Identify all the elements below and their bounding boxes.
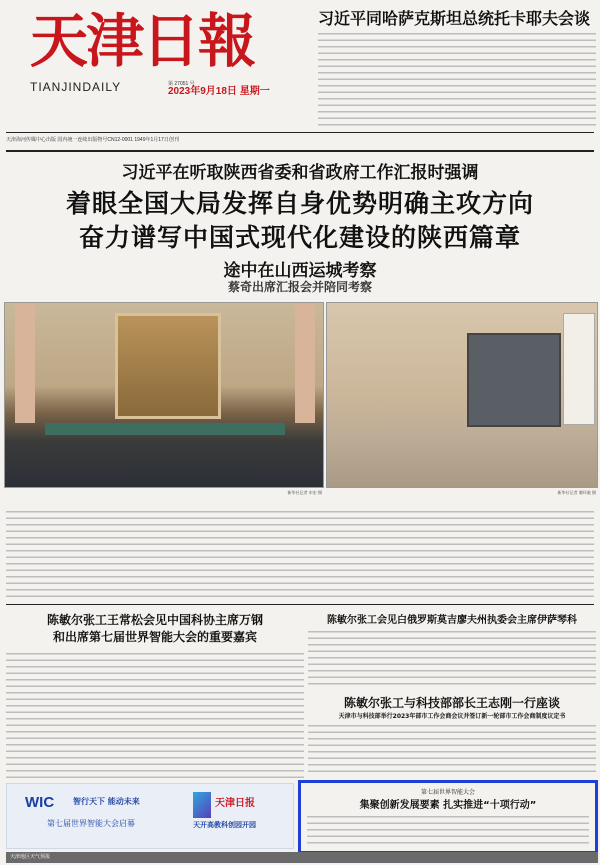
photo-caption-right (326, 490, 596, 504)
ad-wic-logo: WIC (25, 794, 55, 811)
lead-kicker: 习近平在听取陕西省委和省政府工作汇报时强调 (121, 163, 479, 183)
boxed-body (307, 813, 589, 847)
ad-event: 第七届世界智能大会启幕 (47, 819, 135, 828)
left-article-head-2: 和出席第七届世界智能大会的重要嘉宾 (52, 630, 257, 644)
lead-subsub: 蔡奇出席汇报会并陪同考察 (227, 280, 372, 294)
photo-caption-left (6, 490, 322, 504)
photo-credit-left: 新华社记者 申宏 摄 (287, 490, 322, 495)
mid-article-sub: 天津市与科技部举行2023年部市工作会商会议并签订新一轮部市工作会商制度议定书 (338, 713, 566, 720)
boxed-headline: 集聚创新发展要素 扎实推进“十项行动” (359, 800, 537, 811)
photo-meeting (4, 302, 324, 488)
lead-body (6, 508, 594, 602)
ad-brand: 天津日报 (215, 798, 255, 809)
ad-banner (6, 783, 294, 849)
masthead-title: 天津日報 (30, 7, 255, 75)
ad-brand-icon (193, 792, 211, 818)
left-article-body (6, 650, 304, 778)
lead-subhead: 途中在山西运城考察 (223, 261, 377, 281)
masthead-rule (6, 132, 594, 133)
masthead-info (168, 80, 308, 96)
right-article-body (308, 628, 596, 688)
weather-footer: 天津地区天气预报 (6, 852, 598, 863)
photo-museum (326, 302, 598, 488)
left-article-head-1: 陈敏尔张工王常松会见中国科协主席万钢 (46, 613, 263, 627)
conference-table (45, 423, 285, 435)
painting-icon (115, 313, 221, 419)
top-story-headline: 习近平同哈萨克斯坦总统托卡耶夫会谈 (318, 9, 591, 28)
masthead-latin: TIANJINDAILY (30, 80, 122, 94)
curtain-left (15, 303, 35, 423)
date-line: 2023年9月18日 星期一 (168, 86, 270, 97)
ad-slogan: 智行天下 能动未来 (73, 797, 140, 806)
section-rule (6, 604, 594, 605)
ad-brand-caption: 天开高教科创园开园 (193, 821, 256, 829)
curtain-right (295, 303, 315, 423)
mid-article-head: 陈敏尔张工与科技部部长王志刚一行座谈 (343, 696, 560, 710)
exhibit-board (563, 313, 595, 425)
right-article-head: 陈敏尔张工会见白俄罗斯莫吉廖夫州执委会主席伊萨琴科 (327, 615, 577, 626)
photo-credit-right: 新华社记者 谢环驰 摄 (557, 490, 596, 495)
boxed-kicker: 第七届世界智能大会 (420, 789, 475, 796)
display-case (467, 333, 561, 427)
top-story-body (318, 30, 596, 130)
publisher-line: 天津海河传媒中心出版 国内统一连续出版物号CN12-0001 1949年1月17日创刊 (6, 137, 179, 143)
header-rule (6, 150, 594, 152)
highlighted-article-box[interactable] (298, 780, 598, 854)
lead-headline-2: 奋力谱写中国式现代化建设的陕西篇章 (78, 223, 521, 252)
lead-headline-1: 着眼全国大局发挥自身优势明确主攻方向 (65, 189, 534, 218)
issue-info: 第 27051 号 (168, 81, 195, 87)
mid-article-body (308, 722, 596, 772)
